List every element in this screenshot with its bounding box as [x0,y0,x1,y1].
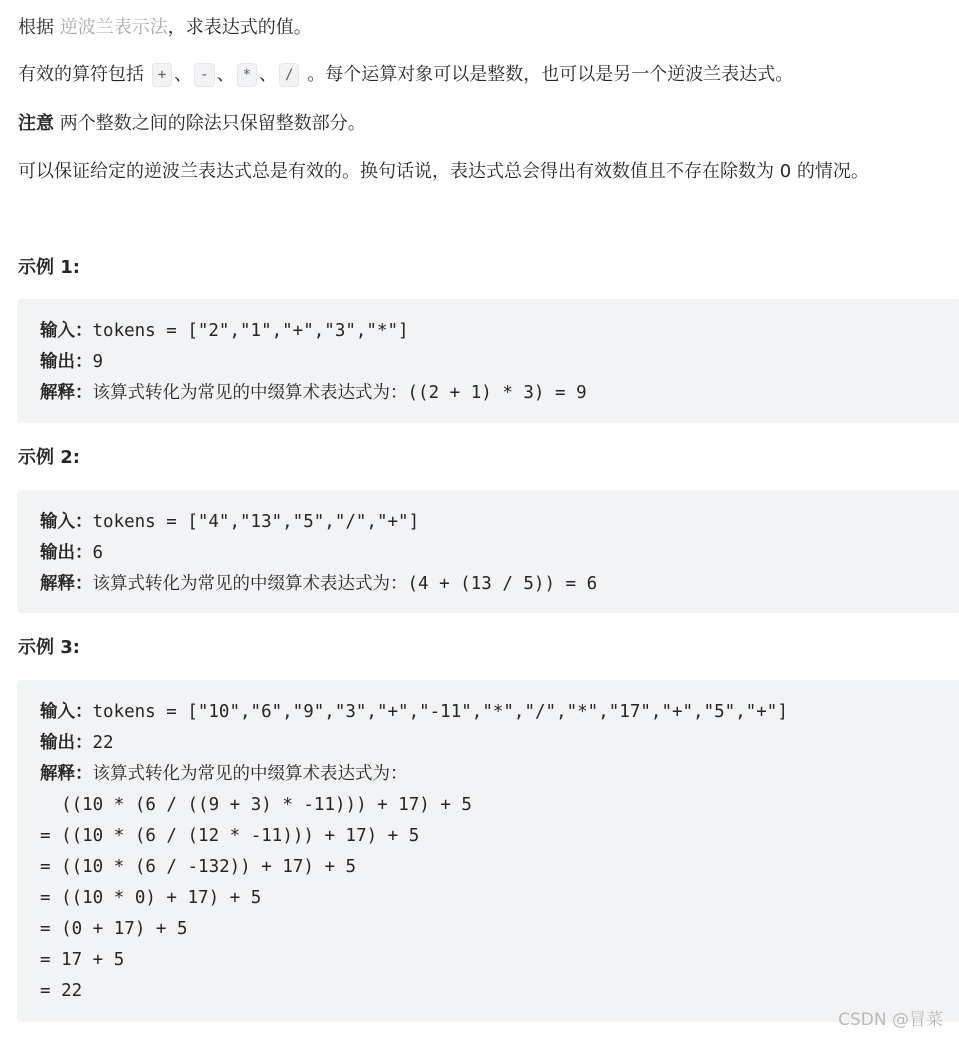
intro-paragraph-4: 可以保证给定的逆波兰表达式总是有效的。换句话说，表达式总会得出有效数值且不存在除数为 0 的情况。 [18,161,869,182]
example-2-input: tokens = ["4","13","5","/","+"] [92,512,420,532]
explain-label: 解释： [40,574,93,594]
example-3-explain-text: 该算式转化为常见的中缀算术表达式为： [92,764,408,784]
separator: 、 [259,64,278,85]
explain-label: 解释： [40,383,93,403]
example-1-output: 9 [92,352,104,372]
example-2-output: 6 [92,543,104,563]
example-3-step: = 17 + 5 [40,950,125,970]
example-1-output-line [40,347,959,378]
separator: 、 [174,64,193,85]
example-1-explain-line [40,378,959,409]
example-3-step: = ((10 * (6 / -132)) + 17) + 5 [40,857,357,877]
example-3-step: = ((10 * (6 / (12 * -11))) + 17) + 5 [40,826,420,846]
input-label: 输入： [40,702,93,722]
operator-minus-code: - [194,63,214,87]
example-2-explain-text: 该算式转化为常见的中缀算术表达式为： [92,574,408,594]
output-label: 输出： [40,733,93,753]
operator-divide-code: / [279,63,299,87]
example-3-explain-line [40,759,959,790]
example-2-input-line [40,507,959,538]
example-3-code-block [17,680,959,1022]
example-1-title: 示例 1: [18,257,80,278]
example-2-title: 示例 2: [18,447,80,468]
intro-p1-suffix: ，求表达式的值。 [167,17,312,38]
example-3-output-line [40,728,959,759]
output-label: 输出： [40,543,93,563]
intro-paragraph-2 [18,63,793,87]
csdn-watermark: CSDN @冒菜 [838,1010,943,1030]
explain-label: 解释： [40,764,93,784]
example-3-step: = ((10 * 0) + 17) + 5 [40,888,262,908]
intro-paragraph-1 [18,16,312,40]
note-text: 两个整数之间的除法只保留整数部分。 [54,113,366,134]
example-3-step: = 22 [40,981,83,1001]
example-2-output-line [40,538,959,569]
example-1-explain-text: 该算式转化为常见的中缀算术表达式为： [92,383,408,403]
example-3-output: 22 [92,733,114,753]
input-label: 输入： [40,512,93,532]
intro-paragraph-3 [18,112,366,136]
input-label: 输入： [40,321,93,341]
example-1-input: tokens = ["2","1","+","3","*"] [92,321,409,341]
example-1-input-line [40,316,959,347]
example-2-code-block [17,490,959,613]
intro-p1-prefix: 根据 [18,17,60,38]
example-2-explain-expression: (4 + (13 / 5)) = 6 [407,574,598,594]
example-3-input-line [40,697,959,728]
example-1-code-block [17,299,959,423]
example-1-explain-expression: ((2 + 1) * 3) = 9 [407,383,587,403]
example-3-title: 示例 3: [18,637,80,658]
operator-plus-code: + [152,63,172,87]
output-label: 输出： [40,352,93,372]
example-3-step: = (0 + 17) + 5 [40,919,188,939]
separator: 、 [216,64,235,85]
intro-p2-prefix: 有效的算符包括 [18,64,150,85]
note-label: 注意 [18,113,54,134]
operator-multiply-code: * [237,63,257,87]
example-3-input: tokens = ["10","6","9","3","+","-11","*","/","*","17","+","5","+"] [92,702,788,722]
example-3-step: ((10 * (6 / ((9 + 3) * -11))) + 17) + 5 [40,795,472,815]
intro-p2-suffix: 。每个运算对象可以是整数，也可以是另一个逆波兰表达式。 [301,64,794,85]
rpn-link[interactable]: 逆波兰表示法 [59,17,168,38]
example-2-explain-line [40,569,959,600]
